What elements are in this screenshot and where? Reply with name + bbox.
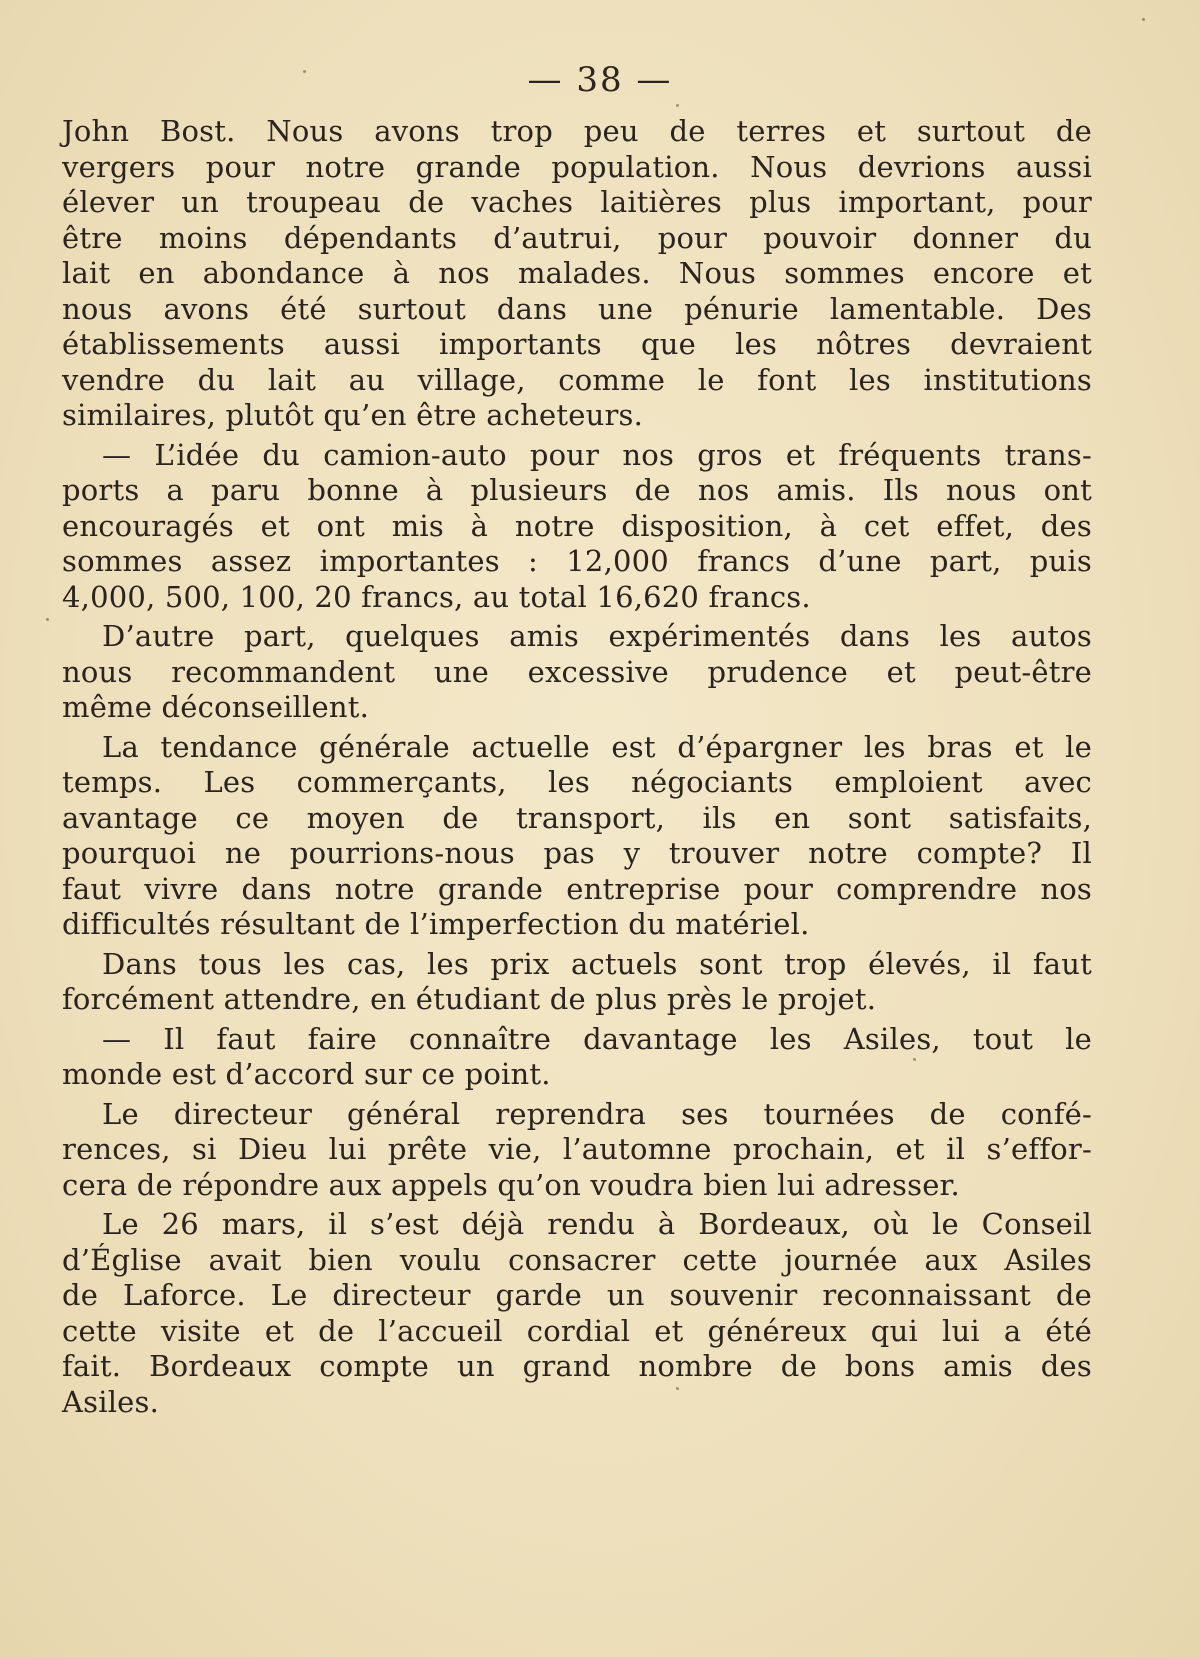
text-line: lait en abondance à nos malades. Nous sommes encore et: [62, 256, 1092, 290]
text-line: nous recommandent une excessive prudence et peut-être: [62, 654, 1092, 689]
text-line: pourquoi ne pourrions-nous pas y trouver notre compte? Il: [62, 836, 1092, 870]
text-line: John Bost. Nous avons trop peu de terres et surtout de: [62, 114, 1092, 148]
text-line: de Laforce. Le directeur garde un souvenir reconnaissant de: [62, 1278, 1092, 1312]
paragraph: [62, 1207, 1092, 1420]
paragraph: [62, 1097, 1092, 1204]
text-line: vendre du lait au village, comme le font les institutions: [62, 362, 1092, 397]
text-line: similaires, plutôt qu’en être acheteurs.: [62, 398, 644, 432]
text-line: rences, si Dieu lui prête vie, l’automne prochain, et il s’effor-: [62, 1132, 1092, 1166]
page-number: — 38 —: [527, 60, 673, 100]
paragraph: [62, 114, 1092, 434]
text-line: même déconseillent.: [62, 690, 370, 724]
text-line: La tendance générale actuelle est d’épargner les bras et le: [102, 729, 1092, 764]
text-line: vergers pour notre grande population. Nous devrions aussi: [62, 149, 1092, 184]
paper-speck: [1142, 18, 1145, 21]
text-line: encouragés et ont mis à notre disposition, à cet effet, des: [62, 508, 1092, 543]
paper-speck: [913, 1058, 916, 1061]
text-line: — L’idée du camion-auto pour nos gros et fréquents trans-: [102, 437, 1092, 472]
paper-speck: [303, 70, 306, 73]
text-line: Le directeur général reprendra ses tournées de confé-: [102, 1096, 1092, 1131]
text-line: — Il faut faire connaître davantage les Asiles, tout le: [102, 1021, 1092, 1056]
paper-speck: [46, 618, 49, 621]
body-text: [62, 114, 1092, 1424]
text-line: Dans tous les cas, les prix actuels sont trop élevés, il faut: [102, 946, 1092, 981]
text-line: monde est d’accord sur ce point.: [62, 1057, 551, 1091]
paragraph: [62, 1022, 1092, 1093]
text-line: sommes assez importantes : 12,000 francs d’une part, puis: [62, 544, 1092, 578]
text-line: faut vivre dans notre grande entreprise pour comprendre nos: [62, 871, 1092, 906]
text-line: cera de répondre aux appels qu’on voudra bien lui adresser.: [62, 1167, 960, 1202]
text-line: élever un troupeau de vaches laitières plus important, pour: [62, 185, 1092, 219]
text-line: temps. Les commerçants, les négociants emploient avec: [62, 765, 1092, 799]
paper-speck: [676, 1387, 679, 1390]
text-line: forcément attendre, en étudiant de plus près le projet.: [62, 982, 877, 1016]
text-line: D’autre part, quelques amis expérimentés dans les autos: [102, 619, 1092, 653]
text-line: cette visite et de l’accueil cordial et généreux qui lui a été: [62, 1313, 1092, 1348]
paragraph: [62, 438, 1092, 616]
text-line: être moins dépendants d’autrui, pour pouvoir donner du: [62, 220, 1092, 255]
text-line: ports a paru bonne à plusieurs de nos amis. Ils nous ont: [62, 473, 1092, 507]
text-line: difficultés résultant de l’imperfection du matériel.: [62, 907, 810, 941]
text-line: Asiles.: [62, 1384, 160, 1419]
paragraph: [62, 947, 1092, 1018]
paper-speck: [676, 104, 679, 107]
paragraph: [62, 730, 1092, 943]
text-line: 4,000, 500, 100, 20 francs, au total 16,620 francs.: [62, 579, 811, 614]
paragraph: [62, 619, 1092, 726]
text-line: nous avons été surtout dans une pénurie lamentable. Des: [62, 291, 1092, 326]
text-line: Le 26 mars, il s’est déjà rendu à Bordeaux, où le Conseil: [102, 1207, 1092, 1241]
text-line: avantage ce moyen de transport, ils en sont satisfaits,: [62, 800, 1092, 835]
text-line: établissements aussi importants que les nôtres devraient: [62, 327, 1092, 361]
text-line: d’Église avait bien voulu consacrer cette journée aux Asiles: [62, 1242, 1092, 1277]
text-line: fait. Bordeaux compte un grand nombre de bons amis des: [62, 1349, 1092, 1383]
